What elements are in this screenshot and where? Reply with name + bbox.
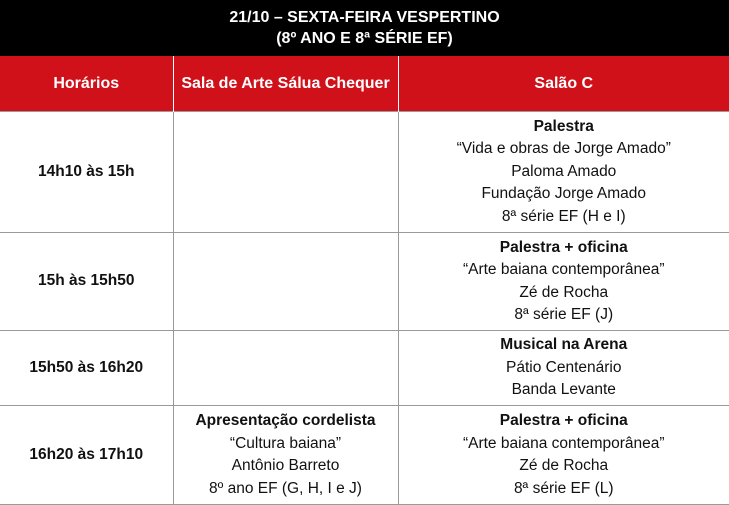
event-line: Banda Levante bbox=[399, 379, 729, 402]
table-row bbox=[0, 112, 729, 233]
time-cell: 15h50 às 16h20 bbox=[0, 331, 173, 406]
event-title: Apresentação cordelista bbox=[174, 410, 398, 433]
event-line: Zé de Rocha bbox=[399, 282, 729, 305]
event-line: Pátio Centenário bbox=[399, 357, 729, 380]
salao-c-cell bbox=[398, 331, 729, 406]
event-title: Musical na Arena bbox=[399, 334, 729, 357]
time-cell: 15h às 15h50 bbox=[0, 233, 173, 331]
event-line: Fundação Jorge Amado bbox=[399, 183, 729, 206]
event-line: Paloma Amado bbox=[399, 161, 729, 184]
event-line: 8ª série EF (J) bbox=[399, 304, 729, 327]
table-row bbox=[0, 233, 729, 331]
time-cell: 14h10 às 15h bbox=[0, 112, 173, 233]
event-line: 8ª série EF (L) bbox=[399, 478, 729, 501]
column-header-sala-arte: Sala de Arte Sálua Chequer bbox=[173, 56, 398, 112]
event-title: Palestra + oficina bbox=[399, 237, 729, 260]
title-line-1: 21/10 – SEXTA-FEIRA VESPERTINO bbox=[0, 7, 729, 28]
time-cell: 16h20 às 17h10 bbox=[0, 406, 173, 505]
column-header-horarios: Horários bbox=[0, 56, 173, 112]
salao-c-cell bbox=[398, 406, 729, 505]
table-row bbox=[0, 331, 729, 406]
sala-arte-cell bbox=[173, 406, 398, 505]
event-title: Palestra bbox=[399, 116, 729, 139]
sala-arte-cell bbox=[173, 112, 398, 233]
header-row bbox=[0, 56, 729, 112]
event-line: 8ª série EF (H e I) bbox=[399, 206, 729, 229]
event-line: Zé de Rocha bbox=[399, 455, 729, 478]
event-line: “Arte baiana contemporânea” bbox=[399, 259, 729, 282]
salao-c-cell bbox=[398, 233, 729, 331]
event-line: Antônio Barreto bbox=[174, 455, 398, 478]
title-line-2: (8º ANO E 8ª SÉRIE EF) bbox=[0, 28, 729, 49]
table-row bbox=[0, 406, 729, 505]
salao-c-cell bbox=[398, 112, 729, 233]
column-header-salao-c: Salão C bbox=[398, 56, 729, 112]
schedule-table bbox=[0, 56, 729, 505]
event-title: Palestra + oficina bbox=[399, 410, 729, 433]
schedule-title bbox=[0, 0, 729, 56]
event-line: “Vida e obras de Jorge Amado” bbox=[399, 138, 729, 161]
sala-arte-cell bbox=[173, 331, 398, 406]
sala-arte-cell bbox=[173, 233, 398, 331]
event-line: “Arte baiana contemporânea” bbox=[399, 433, 729, 456]
event-line: “Cultura baiana” bbox=[174, 433, 398, 456]
event-line: 8º ano EF (G, H, I e J) bbox=[174, 478, 398, 501]
